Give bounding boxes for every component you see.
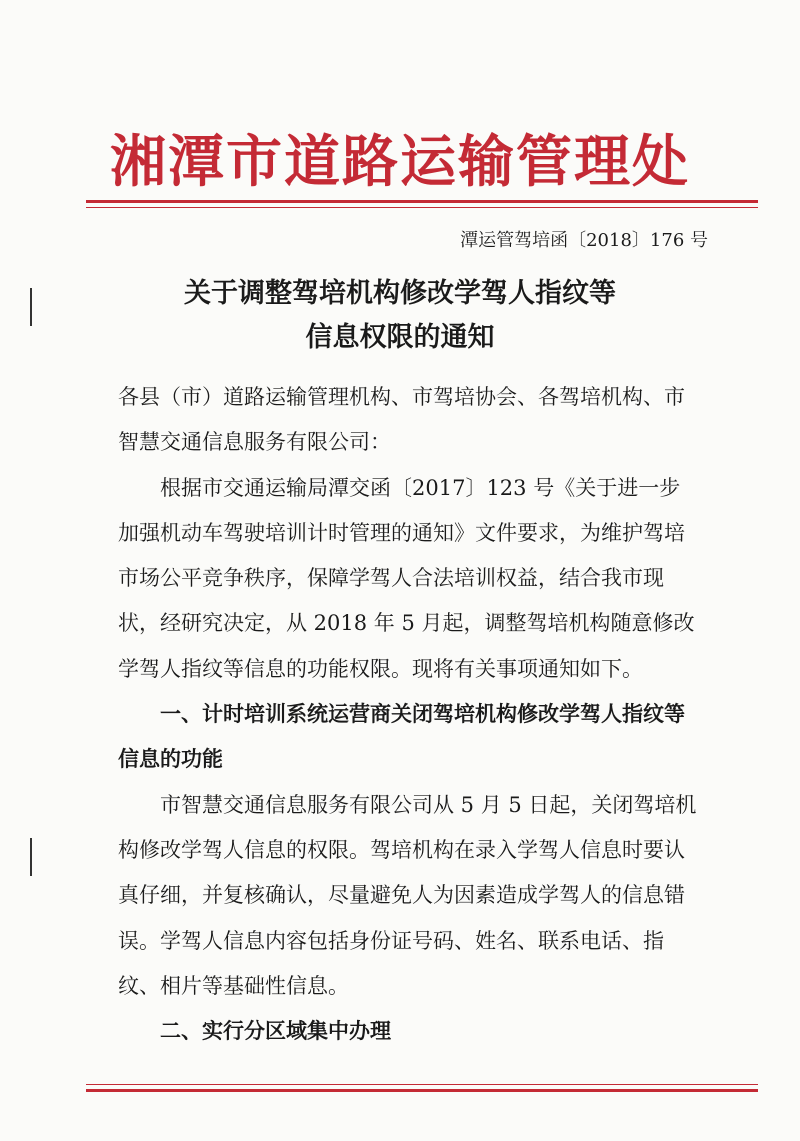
document-title [0,272,800,360]
section-1-paragraph: 市智慧交通信息服务有限公司从 5 月 5 日起，关闭驾培机构修改学驾人信息的权限。驾培机构在录入学驾人信息时要认真仔细，并复核确认，尽量避免人为因素造成学驾人的信息错误。学驾人信息内容包括身份证号码、姓名、联系电话、指纹、相片等基础性信息。 [118,792,697,998]
document-body [118,375,700,1054]
intro-paragraph: 根据市交通运输局潭交函〔2017〕123 号《关于进一步加强机动车驾驶培训计时管理的通知》文件要求，为维护驾培市场公平竞争秩序，保障学驾人合法培训权益，结合我市现状，经研究决定，从 2018 年 5 月起，调整驾培机构随意修改学驾人指纹等信息的功能权限。现将有关事项通知如下。 [118,475,695,681]
letterhead-title: 湘潭市道路运输管理处 [110,129,690,195]
document-number: 潭运管驾培函〔2018〕176 号 [460,230,708,251]
footer-rule-thick [86,1089,758,1092]
letterhead-rule-thin [86,207,758,208]
salutation: 各县（市）道路运输管理机构、市驾培协会、各驾培机构、市智慧交通信息服务有限公司： [118,385,685,455]
title-line-2: 信息权限的通知 [305,322,495,353]
title-line-1: 关于调整驾培机构修改学驾人指纹等 [184,278,616,309]
section-2-heading: 二、实行分区域集中办理 [160,1019,391,1044]
binding-mark [30,838,32,876]
letterhead-rule-thick [86,200,758,203]
footer-rule-thin [86,1084,758,1085]
section-1-heading: 一、计时培训系统运营商关闭驾培机构修改学驾人指纹等信息的功能 [118,702,685,772]
binding-mark [30,288,32,326]
